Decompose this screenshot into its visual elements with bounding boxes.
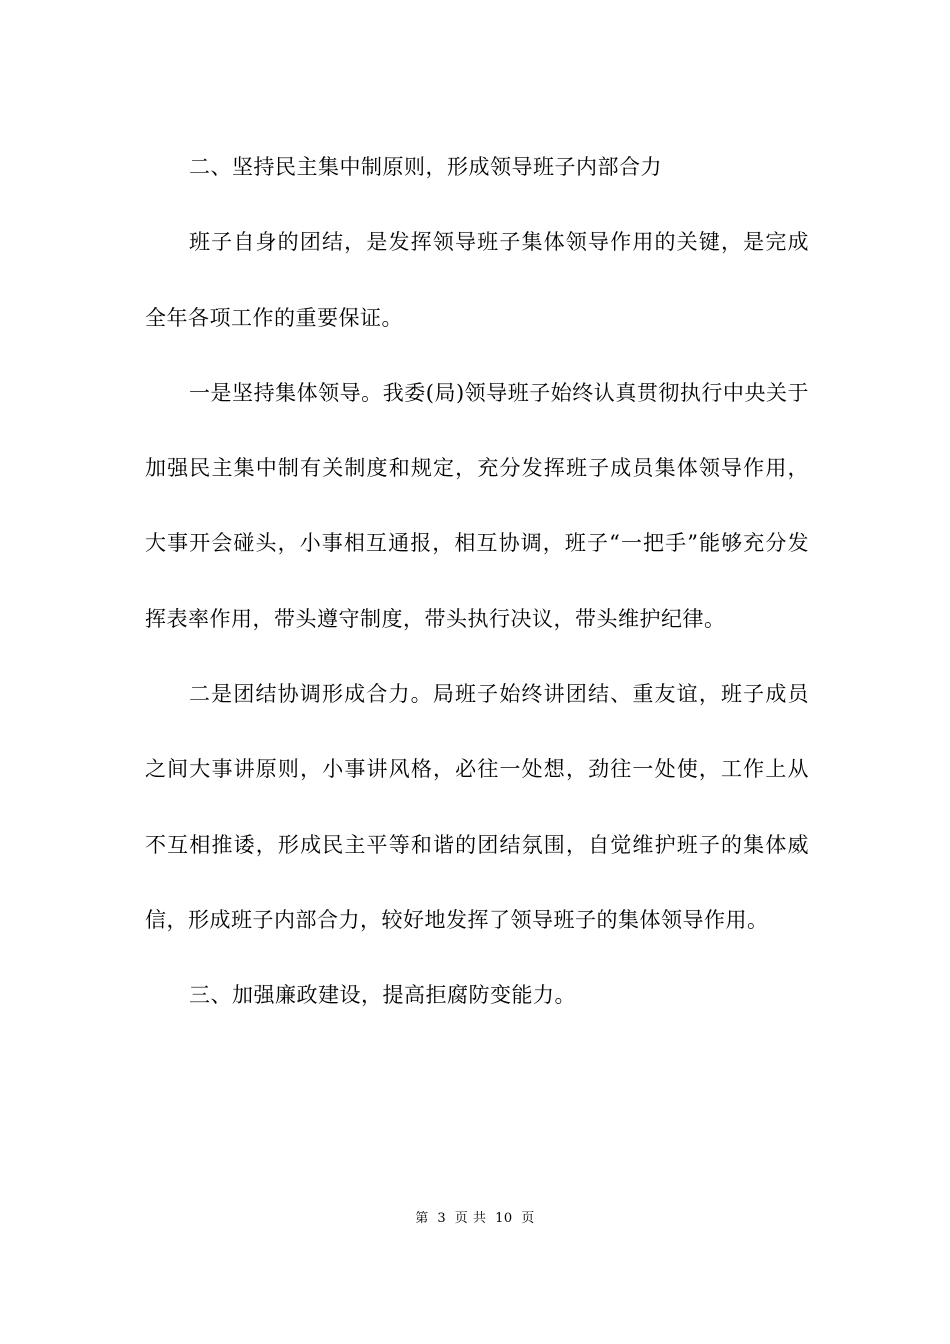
page-footer bbox=[0, 1207, 950, 1226]
footer-current-page: 3 bbox=[437, 1211, 447, 1226]
document-body bbox=[145, 130, 809, 1034]
section-heading-2: 二、坚持民主集中制原则，形成领导班子内部合力 bbox=[189, 155, 662, 179]
footer-middle: 页 共 bbox=[454, 1211, 487, 1226]
paragraph-coordination: 二是团结协调形成合力。局班子始终讲团结、重友谊，班子成员之间大事讲原则，小事讲风格，必往一处想，劲往一处使，工作上从不互相推诿，形成民主平等和谐的团结氛围，自觉维护班子的集体威信，形成班子内部合力，较好地发挥了领导班子的集体领导作用。 bbox=[145, 682, 809, 932]
footer-total-pages: 10 bbox=[495, 1211, 513, 1226]
paragraph-unity: 班子自身的团结，是发挥领导班子集体领导作用的关键，是完成全年各项工作的重要保证。 bbox=[145, 230, 809, 330]
section-heading-3: 三、加强廉政建设，提高拒腐防变能力。 bbox=[189, 983, 576, 1008]
footer-suffix: 页 bbox=[521, 1211, 535, 1226]
footer-prefix: 第 bbox=[415, 1211, 429, 1226]
paragraph-collective-leadership: 一是坚持集体领导。我委(局)领导班子始终认真贯彻执行中央关于加强民主集中制有关制度和规定，充分发挥班子成员集体领导作用，大事开会碰头，小事相互通报，相互协调，班子“一把手”能够充分发挥表率作用，带头遵守制度，带头执行决议，带头维护纪律。 bbox=[145, 380, 809, 631]
